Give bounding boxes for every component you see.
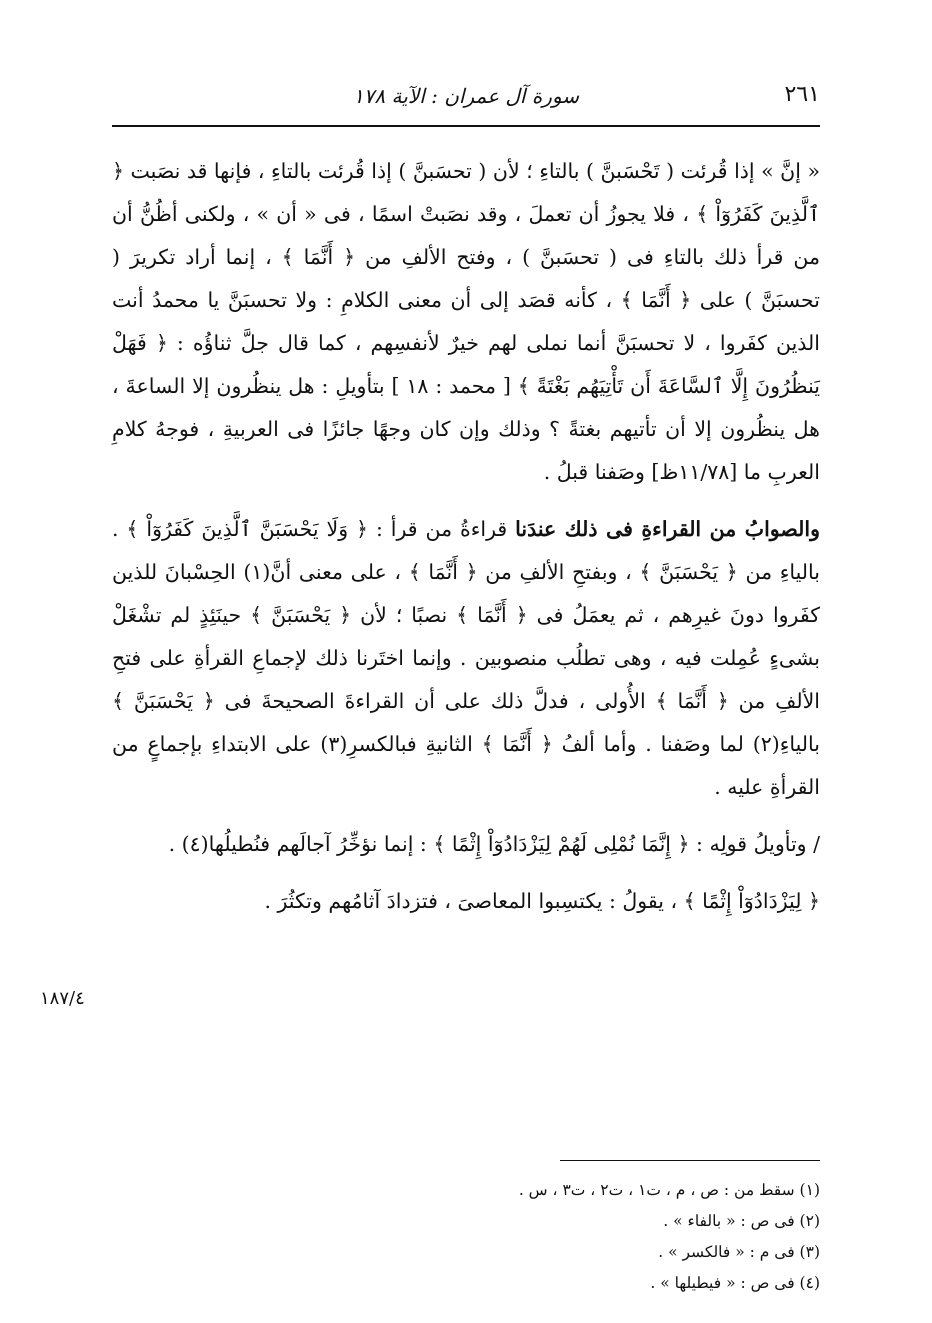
footnote-3: (٣) فى م : « فالكسر » . <box>658 1243 820 1261</box>
footnote-rule <box>560 1160 820 1161</box>
margin-reference: ١٨٧/٤ <box>40 988 85 1009</box>
paragraph-2-text: قراءةُ من قرأ : ﴿ وَلَا يَحْسَبَنَّ ٱلَّذِينَ كَفَرُوٓاْ ﴾ . بالياءِ من ﴿ يَحْسَبَنَّ ﴾ ، وبفتحِ الألفِ من ﴿ أَنَّمَا ﴾ ، على معنى أنَّ(١) الحِسْبانَ للذين كفَروا دونَ غيرِهم ، ثم يعمَلُ فى ﴿ أَنَّمَا ﴾ نصبًا ؛ لأن ﴿ يَحْسَبَنَّ ﴾ حينَئِذٍ لم تشْغَلْ بشىءٍ عُمِلت فيه ، وهى تطلُب منصوبين . وإنما اختَرنا ذلك لإجماعِ القرأةِ على فتحِ الألفِ من ﴿ أَنَّمَا ﴾ الأُولى ، فدلَّ ذلك على أن القراءةَ الصحيحةَ فى ﴿ يَحْسَبَنَّ ﴾ بالياءِ(٢) لما وصَفنا . وأما ألفُ ﴿ أَنَّمَا ﴾ الثانيةِ فبالكسرِ(٣) على الابتداءِ بإجماعٍ من القرأةِ عليه . <box>112 517 820 799</box>
footnote-4: (٤) فى ص : « فيطيلها » . <box>650 1274 820 1292</box>
header-rule <box>112 125 820 127</box>
main-text <box>112 150 820 923</box>
running-title: سورة آل عمران : الآية ١٧٨ <box>352 84 580 108</box>
paragraph-2-lead: والصوابُ من القراءةِ فى ذلك عندَنا <box>515 517 821 541</box>
footnote-1: (١) سقط من : ص ، م ، ت١ ، ت٢ ، ت٣ ، س . <box>518 1181 820 1199</box>
paragraph-3: / وتأويلُ قولِه : ﴿ إِنَّمَا نُمْلِى لَهُمْ لِيَزْدَادُوٓاْ إِثْمًا ﴾ : إنما نؤخِّرُ آجالَهم فنُطيلُها(٤) . <box>168 832 820 856</box>
footnotes <box>112 1175 820 1299</box>
page-number: ٢٦١ <box>784 82 820 107</box>
footnote-2: (٢) فى ص : « بالفاء » . <box>663 1212 820 1230</box>
paragraph-2 <box>112 508 820 809</box>
paragraph-4: ﴿ لِيَزْدَادُوٓاْ إِثْمًا ﴾ ، يقولُ : يكتسِبوا المعاصىَ ، فتزدادَ آثامُهم وتكثُرَ . <box>264 889 820 913</box>
paragraph-1: « إنَّ » إذا قُرئت ( تَحْسَبنَّ ) بالتاءِ ؛ لأن ( تحسَبنَّ ) إذا قُرئت بالتاءِ ، فإنها قد نصَبت ﴿ ٱلَّذِينَ كَفَرُوٓاْ ﴾ ، فلا يجوزُ أن تعملَ ، وقد نصَبتْ اسمًا ، فى « أن » ، ولكنى أظُنُّ أن من قرأ ذلك بالتاءِ فى ( تحسَبنَّ ) ، وفتح الألفِ من ﴿ أَنَّمَا ﴾ ، إنما أراد تكريرَ ( تحسبَنَّ ) على ﴿ أَنَّمَا ﴾ ، كأنه قصَد إلى أن معنى الكلامِ : ولا تحسبَنَّ يا محمدُ أنت الذين كفَروا ، لا تحسبَنَّ أنما نملى لهم خيرٌ لأنفسِهم ، كما قال جلَّ ثناؤُه : ﴿ فَهَلْ يَنظُرُونَ إِلَّا ٱلسَّاعَةَ أَن تَأْتِيَهُم بَغْتَةً ﴾ [ محمد : ١٨ ] بتأويلِ : هل ينظُرون إلا الساعةَ ، هل ينظُرون إلا أن تأتيهم بغتةً ؟ وذلك وإن كان وجهًا جائزًا فى العربيةِ ، فوجهُ كلامِ العربِ ما [١١/٧٨ظ] وصَفنا قبلُ . <box>112 159 820 484</box>
page-header <box>112 82 820 122</box>
